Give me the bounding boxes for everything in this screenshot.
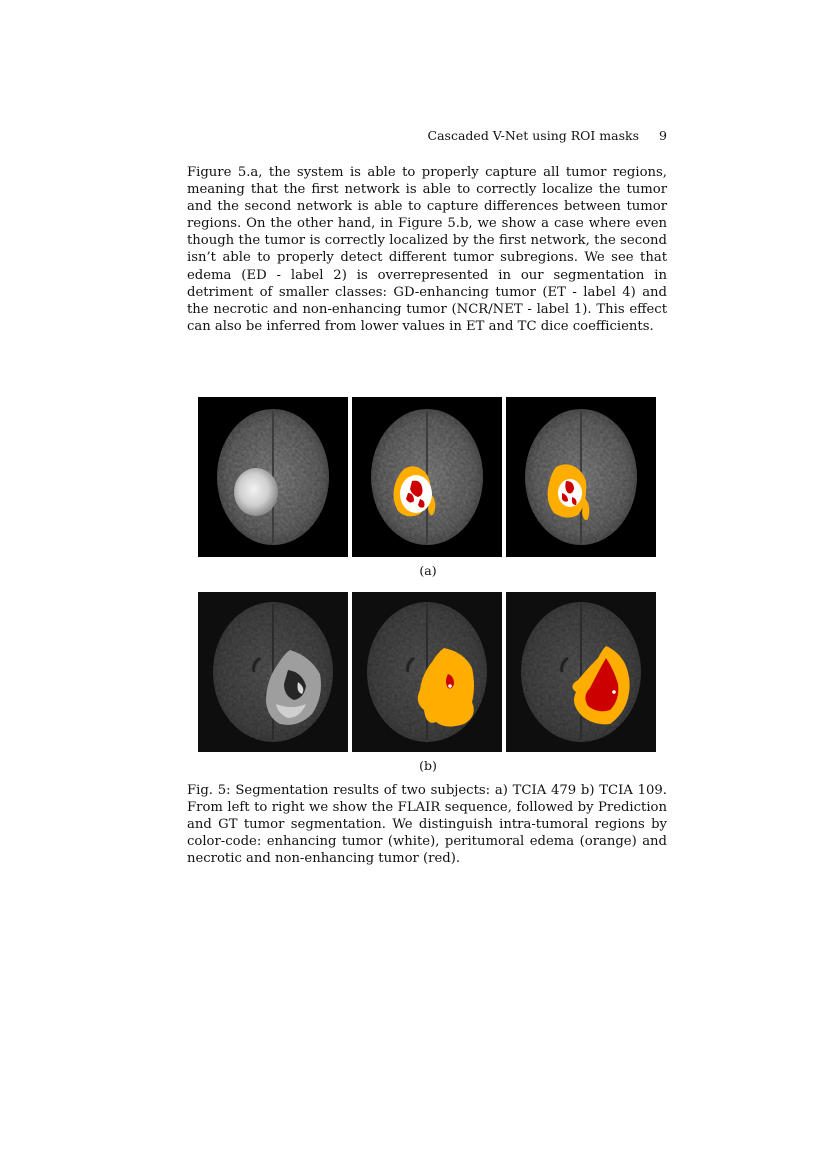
subfigure-label-b: (b) xyxy=(419,758,437,773)
ground-truth-image-a xyxy=(506,397,656,557)
figure-row-a xyxy=(198,397,656,557)
prediction-image-a xyxy=(352,397,502,557)
running-head xyxy=(187,128,667,146)
ground-truth-image-b xyxy=(506,592,656,752)
body-paragraph: Figure 5.a, the system is able to properly capture all tumor regions, meaning that the first network is able to correctly localize the tumor and the second network is able to capture differences between tumor regions. On the other hand, in Figure 5.b, we show a case where even though the tumor is correctly localized by the first network, the second isn’t able to properly detect different tumor subregions. We see that edema (ED - label 2) is overrepresented in our segmentation in detriment of smaller classes: GD-enhancing tumor (ET - label 4) and the necrotic and non-enhancing tumor (NCR/NET - label 1). This effect can also be inferred from lower values in ET and TC dice coefficients. xyxy=(187,165,667,334)
subfigure-label-a: (a) xyxy=(419,563,437,578)
flair-image-a xyxy=(198,397,348,557)
page-number: 9 xyxy=(659,128,667,143)
flair-image-b xyxy=(198,592,348,752)
figure-row-b xyxy=(198,592,656,752)
figure-caption: Fig. 5: Segmentation results of two subjects: a) TCIA 479 b) TCIA 109. From left to right we show the FLAIR sequence, followed by Prediction and GT tumor segmentation. We distinguish intra-tumoral regions by color-code: enhancing tumor (white), peritumoral edema (orange) and necrotic and non-enhancing tumor (red). xyxy=(187,783,667,867)
prediction-image-b xyxy=(352,592,502,752)
running-title: Cascaded V-Net using ROI masks xyxy=(427,128,639,143)
